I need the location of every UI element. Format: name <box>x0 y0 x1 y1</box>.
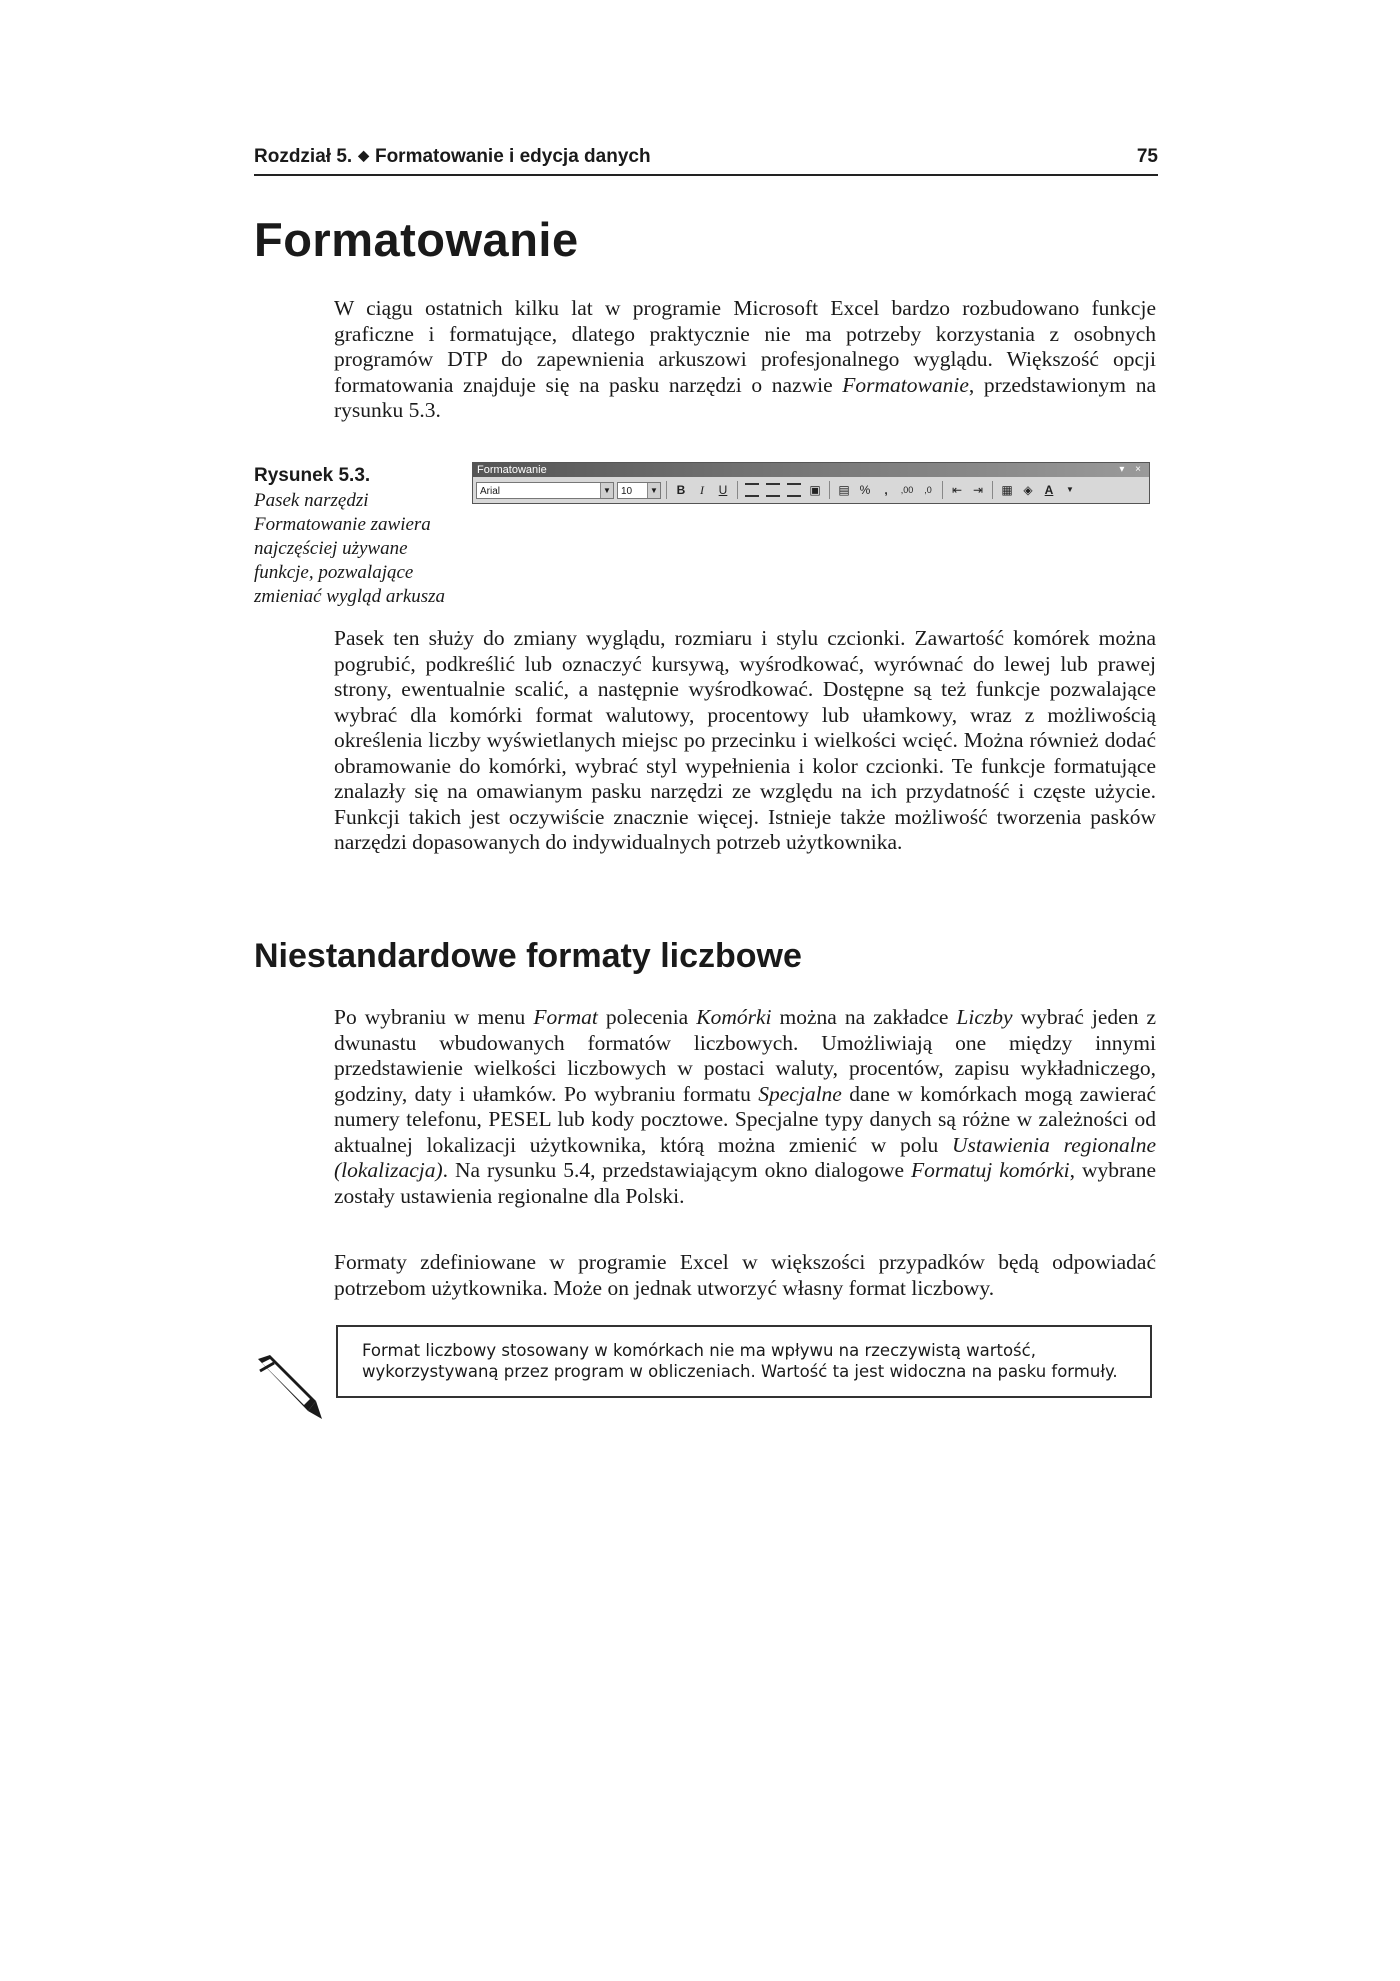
underline-button: U <box>718 483 728 497</box>
text-run: dane w komórkach mogą zawierać numery telefonu, PESEL lub kody pocztowe. Specjalne typy danych są różne w zależności od aktualnej lokalizacji użytkownika, którą można zmienić w polu <box>334 1081 1156 1157</box>
comma-style-button: , <box>884 483 888 497</box>
align-left-icon <box>743 481 761 499</box>
font-name-value: Arial <box>480 485 501 497</box>
borders-icon: ▦ <box>1001 483 1013 497</box>
toolbar-separator <box>666 481 667 499</box>
text-run: polecenia <box>597 1005 697 1029</box>
toolbar-titlebar <box>473 463 1149 477</box>
toolbar-separator <box>992 481 993 499</box>
chapter-title: Formatowanie i edycja danych <box>374 146 651 167</box>
figure-caption-text: Pasek narzędzi Formatowanie zawiera najczęściej używane funkcje, pozwalające zmieniać wygląd arkusza <box>254 490 446 607</box>
text-run: Po wybraniu w menu <box>334 1005 534 1029</box>
toolbar-options-icon: ▼ <box>1066 485 1074 494</box>
emphasis-run: Specjalne <box>758 1081 842 1106</box>
section-title-custom-number-formats: Niestandardowe formaty liczbowe <box>254 937 802 975</box>
intro-text-a: W ciągu ostatnich kilku lat w programie Microsoft Excel bardzo rozbudowano funkcje graficzne i formatujące, dlatego praktycznie nie ma potrzeby korzystania z osobnych programów DTP do zapewnienia arkuszowi profesjonalnego wyglądu. Większość opcji formatowania znajduje się na pasku narzędzi o nazwie <box>334 296 1156 397</box>
intro-emphasis: Formatowanie <box>842 372 969 397</box>
emphasis-run: Liczby <box>956 1005 1013 1029</box>
italic-button: I <box>700 483 704 497</box>
pencil-note-icon <box>254 1353 324 1423</box>
toolbar-window-controls: ▾ × <box>1119 464 1145 475</box>
text-run: można na zakładce <box>771 1005 957 1029</box>
fill-color-icon: ◈ <box>1023 483 1033 497</box>
bold-button: B <box>676 483 686 497</box>
formatting-toolbar-screenshot <box>472 462 1150 504</box>
section-title-formatowanie: Formatowanie <box>254 213 579 266</box>
align-center-icon <box>764 481 782 499</box>
increase-indent-icon: ⇥ <box>972 483 984 497</box>
emphasis-run: Komórki <box>696 1005 772 1029</box>
percent-button: % <box>859 483 871 497</box>
toolbar-description-paragraph: Pasek ten służy do zmiany wyglądu, rozmiaru i stylu czcionki. Zawartość komórek można pogrubić, podkreślić lub oznaczyć kursywą, wyśrodkować, wyrównać do lewej lub prawej strony, ewentualnie scalić, a następnie wyśrodkować. Dostępne są też funkcje pozwalające wybrać dla komórki format walutowy, procentowy lub ułamkowy, wraz z możliwością określenia liczby wyświetlanych miejsc po przecinku i wielkości wcięć. Można również dodać obramowanie do komórki, wybrać styl wypełnienia i kolor czcionki. Te funkcje formatujące znalazły się na omawianym pasku narzędzi ze względu na ich przydatność i częste użycie. Funkcji takich jest oczywiście znacznie więcej. Istnieje także możliwość tworzenia pasków narzędzi dopasowanych do indywidualnych potrzeb użytkownika. <box>334 626 1156 854</box>
figure-label: Rysunek 5.3. <box>254 465 371 486</box>
intro-paragraph <box>334 296 1156 424</box>
emphasis-run: Ustawienia regionalne (lokalizacja) <box>334 1132 1156 1182</box>
toolbar-separator <box>829 481 830 499</box>
currency-icon: ▤ <box>838 483 850 497</box>
decrease-decimal-button: ,0 <box>924 485 932 495</box>
defined-formats-paragraph: Formaty zdefiniowane w programie Excel w większości przypadków będą odpowiadać potrzebom użytkownika. Może on jednak utworzyć własny format liczbowy. <box>334 1250 1156 1300</box>
align-right-icon <box>785 481 803 499</box>
font-size-value: 10 <box>621 485 633 497</box>
emphasis-run: Formatuj komórki <box>911 1158 1070 1182</box>
toolbar-buttons-row <box>473 477 1149 503</box>
running-header <box>254 146 1158 176</box>
text-run: . Na rysunku 5.4, przedstawiającym okno dialogowe <box>442 1158 912 1182</box>
font-name-select <box>476 482 614 499</box>
toolbar-title: Formatowanie <box>477 464 547 476</box>
page-number: 75 <box>1136 146 1158 167</box>
note-box: Format liczbowy stosowany w komórkach nie ma wpływu na rzeczywistą wartość, wykorzystywaną przez program w obliczeniach. Wartość ta jest widoczna na pasku formuły. <box>336 1325 1152 1398</box>
toolbar-separator <box>737 481 738 499</box>
running-header-left <box>254 146 651 168</box>
chevron-down-icon: ▼ <box>600 483 613 498</box>
increase-decimal-button: ,00 <box>900 485 914 495</box>
chevron-down-icon: ▼ <box>647 483 660 498</box>
custom-formats-paragraph <box>334 1005 1156 1209</box>
text-run: , wybrane zostały ustawienia regionalne dla Polski. <box>334 1158 1156 1208</box>
decrease-indent-icon: ⇤ <box>951 483 963 497</box>
font-size-select <box>617 482 661 499</box>
intro-text-b: , przedstawionym na rysunku 5.3. <box>334 372 1156 422</box>
font-color-button: A <box>1044 483 1054 497</box>
text-run: wybrać jeden z dwunastu wbudowanych formatów liczbowych. Umożliwiają one między innymi przedstawienie wielkości liczbowych w postaci waluty, procentów, zapisu wykładniczego, godziny, daty i ułamków. Po wybraniu formatu <box>334 1005 1157 1106</box>
chapter-number: Rozdział 5. <box>254 146 353 167</box>
emphasis-run: Format <box>533 1005 598 1029</box>
figure-caption <box>254 465 469 609</box>
toolbar-separator <box>942 481 943 499</box>
diamond-icon: ◆ <box>358 147 369 163</box>
merge-center-icon: ▣ <box>809 483 821 497</box>
